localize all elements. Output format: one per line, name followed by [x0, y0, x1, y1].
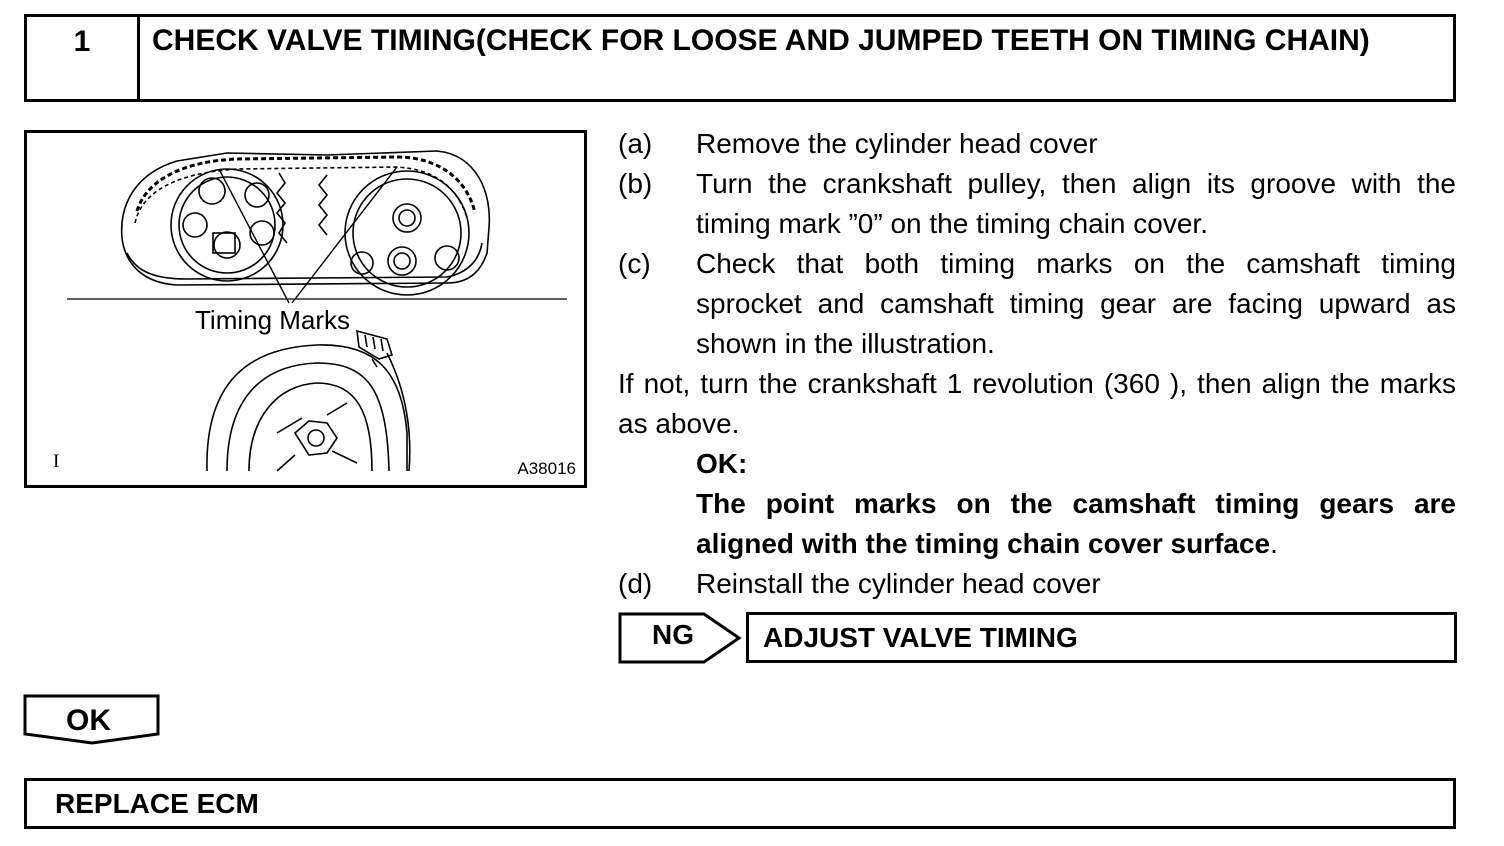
ng-label: NG [652, 619, 694, 650]
ok-label: OK [66, 704, 111, 737]
step-text: Turn the crankshaft pulley, then align its groove with the timing mark ”0” on the timing chain cover. [696, 168, 1456, 239]
ok-spec-text: The point marks on the camshaft timing gears are aligned with the timing chain cover surface [696, 488, 1456, 559]
step-header [24, 14, 1456, 102]
step-text: Reinstall the cylinder head cover [696, 568, 1101, 599]
step-text: Check that both timing marks on the camshaft timing sprocket and camshaft timing gear are facing upward as shown in the illustration. [696, 248, 1456, 359]
ok-spec-label: OK: [696, 448, 748, 479]
ok-action: REPLACE ECM [55, 788, 259, 819]
timing-illustration [24, 130, 587, 488]
figure-code: A38016 [517, 459, 576, 478]
step-c [618, 244, 1456, 364]
ok-action-box [24, 778, 1456, 829]
step-b [618, 164, 1456, 244]
step-d [618, 564, 1456, 604]
procedure-steps [618, 124, 1456, 604]
step-label: (a) [618, 128, 653, 159]
figure-caption: Timing Marks [195, 305, 351, 335]
step-text: Remove the cylinder head cover [696, 128, 1098, 159]
ng-action: ADJUST VALVE TIMING [763, 622, 1078, 653]
step-label: (c) [618, 248, 651, 279]
step-label: (b) [618, 168, 653, 199]
pulley-bolt [295, 421, 337, 455]
figure-corner-mark: I [53, 451, 60, 472]
ng-action-box [746, 612, 1457, 663]
step-a [618, 124, 1456, 164]
ok-spec-period: . [1270, 528, 1278, 559]
step-title: CHECK VALVE TIMING(CHECK FOR LOOSE AND JUMPED TEETH ON TIMING CHAIN) [152, 24, 1370, 57]
ok-spec [618, 484, 1456, 564]
step-label: (d) [618, 568, 653, 599]
camshaft-gear [345, 171, 469, 295]
recheck-note: If not, turn the crankshaft 1 revolution (360 ), then align the marks as above. [618, 368, 1456, 439]
step-number: 1 [27, 17, 140, 99]
